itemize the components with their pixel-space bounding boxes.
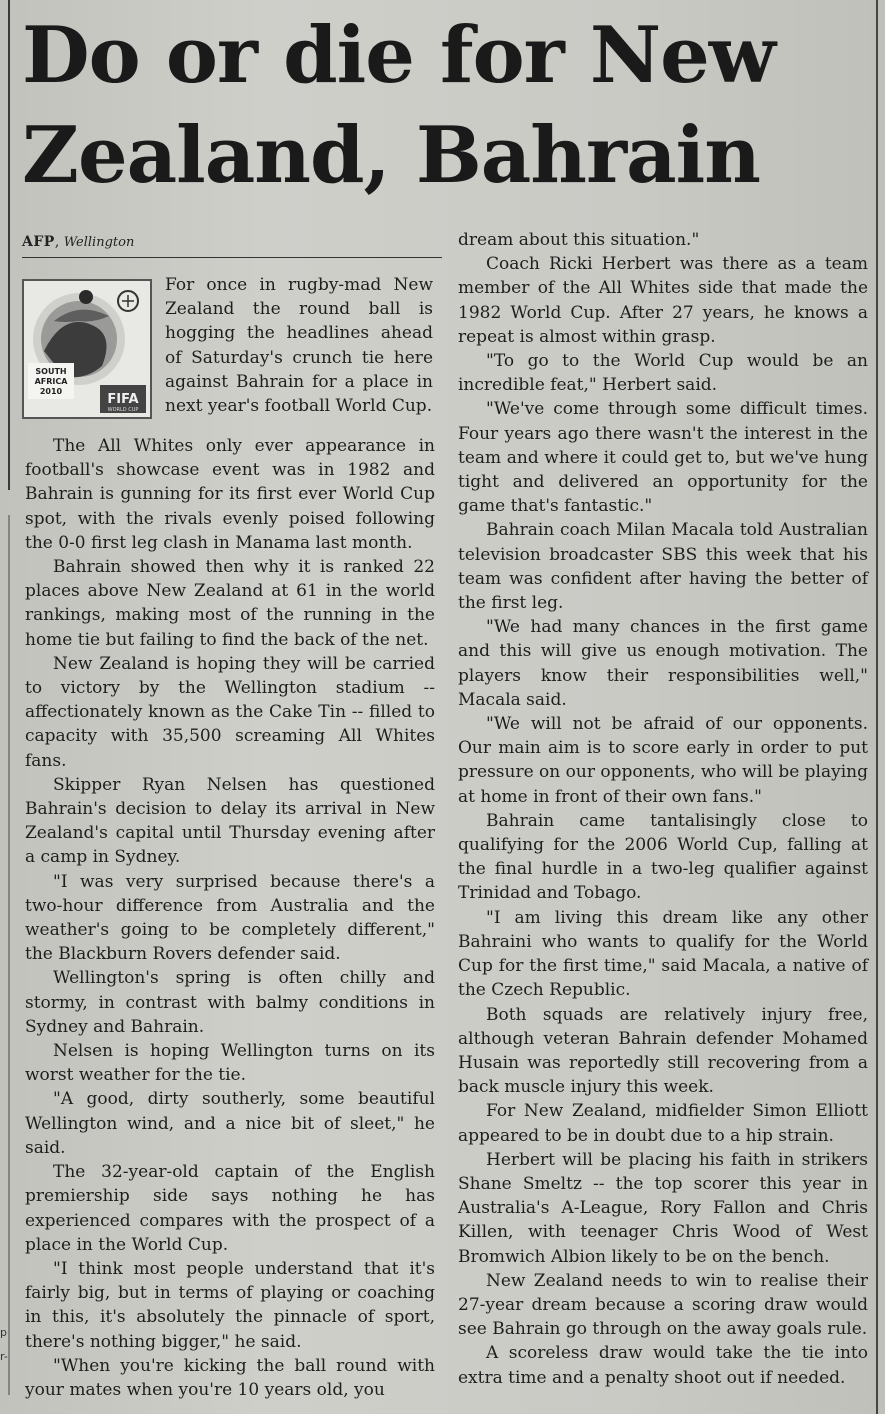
byline-source: AFP (22, 234, 55, 250)
article-left-column (25, 434, 435, 1402)
byline-divider (22, 257, 442, 258)
world-cup-logo (22, 279, 152, 419)
article-right-column (458, 228, 868, 1390)
paragraph: Bahrain showed then why it is ranked 22 places above New Zealand at 61 in the world rankings, making most of the running in the home tie but failing to find the back of the net. (25, 557, 435, 650)
paragraph: For New Zealand, midfielder Simon Elliott appeared to be in doubt due to a hip strain. (458, 1101, 868, 1146)
paragraph: "We've come through some difficult times. Four years ago there wasn't the interest in the team and where it could get to, but we've hung tight and delivered an opportunity for the game that's fantastic." (458, 399, 868, 517)
byline: AFP, Wellington (22, 234, 135, 250)
paragraph: "I am living this dream like any other Bahraini who wants to qualify for the World Cup for the first time," said Macala, a native of the Czech Republic. (458, 907, 868, 1001)
paragraph: Wellington's spring is often chilly and stormy, in contrast with balmy conditions in Sydney and Bahrain. (25, 968, 435, 1037)
paragraph: "To go to the World Cup would be an incredible feat," Herbert said. (458, 351, 868, 396)
svg-text:FIFA: FIFA (107, 392, 139, 407)
paragraph: "I was very surprised because there's a two-hour difference from Australia and the weather's going to be completely different," the Blackburn Rovers defender said. (25, 871, 435, 965)
paragraph: "We will not be afraid of our opponents. Our main aim is to score early in order to put pressure on our opponents, who will be playing at home in front of their own fans." (458, 714, 868, 807)
paragraph: Bahrain came tantalisingly close to qualifying for the 2006 World Cup, falling at the final hurdle in a two-leg qualifier against Trinidad and Tobago. (458, 810, 868, 904)
paragraph: A scoreless draw would take the tie into extra time and a penalty shoot out if needed. (458, 1343, 868, 1388)
svg-text:AFRICA: AFRICA (34, 377, 68, 386)
paragraph: New Zealand is hoping they will be carried to victory by the Wellington stadium -- affectionately known as the Cake Tin -- filled to capacity with 35,500 screaming All Whites fans. (25, 653, 435, 771)
paragraph: Nelsen is hoping Wellington turns on its worst weather for the tie. (25, 1041, 435, 1086)
paragraph: "A good, dirty southerly, some beautiful Wellington wind, and a nice bit of sleet," he said. (25, 1089, 435, 1158)
paragraph: "We had many chances in the first game and this will give us enough motivation. The players know their responsibilities well," Macala said. (458, 617, 868, 710)
svg-text:WORLD CUP: WORLD CUP (107, 407, 139, 413)
paragraph: "When you're kicking the ball round with your mates when you're 10 years old, you (25, 1355, 435, 1400)
paragraph-continuation: dream about this situation." (458, 230, 700, 250)
edge-fragment: p (0, 1326, 7, 1339)
paragraph: Skipper Ryan Nelsen has questioned Bahrain's decision to delay its arrival in New Zealand's capital until Thursday evening after a camp in Sydney. (25, 774, 435, 868)
paragraph: "I think most people understand that it's fairly big, but in terms of playing or coaching in this, it's absolutely the pinnacle of sport, there's nothing bigger," he said. (25, 1258, 435, 1352)
left-column-rule (8, 0, 10, 490)
paragraph: New Zealand needs to win to realise their 27-year dream because a scoring draw would see Bahrain go through on the away goals rule. (458, 1270, 868, 1340)
paragraph: The 32-year-old captain of the English premiership side says nothing he has experienced compares with the prospect of a place in the World Cup. (25, 1162, 435, 1255)
headline-line-2: Zealand, Bahrain (22, 110, 760, 201)
paragraph: Both squads are relatively injury free, although veteran Bahrain defender Mohamed Husain was reportedly still recovering from a back muscle injury this week. (458, 1004, 868, 1098)
svg-text:2010: 2010 (39, 387, 63, 396)
edge-fragment: r- (0, 1350, 8, 1363)
left-column-rule-lower (8, 515, 10, 1395)
paragraph: Herbert will be placing his faith in strikers Shane Smeltz -- the top scorer this year in Australia's A-League, Rory Fallon and Chris Killen, with teenager Chris Wood of West Bromwich Albion likely to be on the bench. (458, 1149, 868, 1267)
article-intro (165, 273, 433, 418)
paragraph: Bahrain coach Milan Macala told Australian television broadcaster SBS this week that his team was confident after having the better of the first leg. (458, 520, 868, 614)
svg-text:SOUTH: SOUTH (35, 367, 67, 376)
byline-location: Wellington (63, 235, 135, 250)
paragraph: Coach Ricki Herbert was there as a team member of the All Whites side that made the 1982 World Cup. After 27 years, he knows a repeat is almost within grasp. (458, 254, 868, 347)
headline (22, 6, 862, 206)
headline-line-1: Do or die for New (22, 10, 775, 101)
paragraph: For once in rugby-mad New Zealand the round ball is hogging the headlines ahead of Saturday's crunch tie here against Bahrain for a place in next year's football World Cup. (165, 275, 433, 417)
paragraph: The All Whites only ever appearance in football's showcase event was in 1982 and Bahrain is gunning for its first ever World Cup spot, with the rivals evenly poised following the 0-0 first leg clash in Manama last month. (25, 436, 435, 553)
right-column-rule (876, 0, 878, 1414)
